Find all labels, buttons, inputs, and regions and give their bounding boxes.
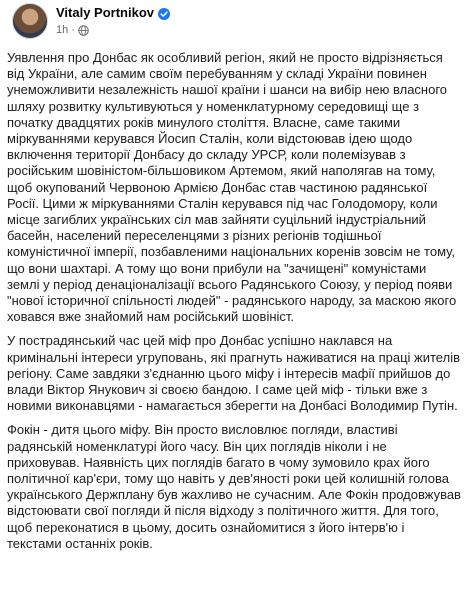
author-avatar[interactable] bbox=[12, 3, 48, 39]
post-meta bbox=[56, 24, 89, 36]
verified-badge-icon bbox=[158, 7, 170, 19]
author-row bbox=[56, 5, 170, 20]
post-header bbox=[6, 0, 463, 44]
post-body bbox=[7, 50, 462, 560]
post-paragraph-2: У пострадянський час цей міф про Донбас успішно наклався на кримінальні інтереси угруповань, які прагнуть наживатися на праці жителів регіону. Саме завдяки з'єднанню цього міфу і інтересів мафії прийшов до влади Віктор Янукович зі своєю бандою. І саме цей міф - тільки вже з новими виконавцями - намагається зберегти на Донбасі Володимир Путін. bbox=[7, 333, 460, 414]
author-name[interactable]: Vitaly Portnikov bbox=[56, 5, 155, 20]
post-paragraph-3: Фокін - дитя цього міфу. Він просто висловлює погляди, властиві радянській номенклатурі його часу. Він цих поглядів ніколи і не приховував. Наявність цих поглядів багато в чому зумовило крах його політичної кар'єри, тому що навіть у дев'яності роки цей колишній голова українського Держплану був жахливо не сучасним. Але Фокін продовжував відстоювати свої погляди й після відходу з політичного життя. Для того, щоб переконатися в цьому, досить ознайомитися з його інтерв'ю і текстами останніх років. bbox=[7, 422, 461, 551]
post-timestamp[interactable]: 1h bbox=[56, 24, 69, 36]
globe-icon[interactable] bbox=[78, 25, 89, 36]
meta-separator: · bbox=[71, 24, 75, 36]
post-paragraph-1: Уявлення про Донбас як особливий регіон, який не просто відрізняється від України, але самим своїм перебуванням у складі України повинен унеможливити незалежність нашої країни і шанси на вибір нею власного шляху розвитку культивуються у номенклатурному середовищі ще з початку двадцятих років минулого століття. Власне, саме такими міркуваннями керувався Йосип Сталін, коли відстоював ідею щодо включення території Донбасу до складу УРСР, коли полемізував з російським шовіністом-більшовиком Артемом, який наполягав на тому, щоб окупований Червоною Армією Донбас став частиною радянської Росії. Цими ж міркуваннями Сталін керувався під час Голодомору, коли місце загиблих українських сіл мав зайняти суцільний індустріальний басейн, населений переселенцями з різних регіонів тодішньої комуністичної імперії, позбавленими національних коренів зовсім не тому, що вони шахтарі. А тому що вони прибули на "зачищені" комуністами землі у період денаціоналізації всього Радянського Союзу, у період появи "нової історичної спільності людей" - радянського народу, за маскою якого ховався вже знайомий нам російський шовініст. bbox=[7, 50, 457, 325]
